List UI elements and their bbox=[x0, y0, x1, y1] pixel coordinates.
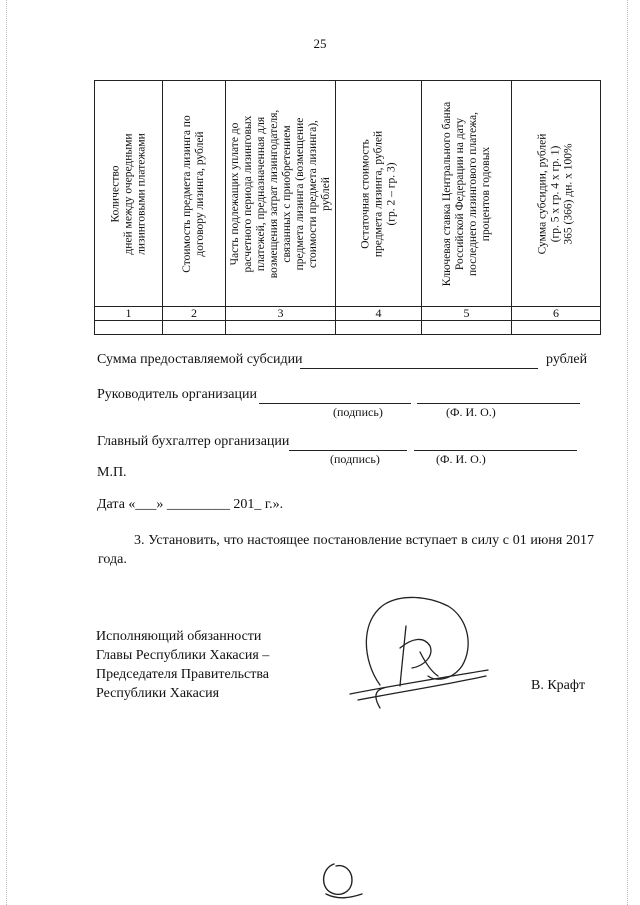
accountant-name-field bbox=[414, 450, 577, 451]
signatory-line: Исполняющий обязанности bbox=[96, 629, 262, 644]
signatory-line: Республики Хакасия bbox=[96, 686, 220, 701]
table-header-cell: Остаточная стоимость предмета лизинга, рублей (гр. 2 – гр. 3) bbox=[336, 81, 422, 307]
date-line: Дата «___» _________ 201_ г.». bbox=[97, 497, 284, 512]
column-number: 6 bbox=[512, 307, 601, 321]
signatory-line: Главы Республики Хакасия – bbox=[96, 648, 270, 663]
table-header-cell: Количество дней между очередными лизинговыми платежами bbox=[95, 81, 163, 307]
scan-edge-left bbox=[6, 0, 7, 905]
table-header-cell: Сумма субсидии, рублей (гр. 5 x гр. 4 x гр. 1) 365 (366) дн. x 100% bbox=[512, 81, 601, 307]
signer-name: В. Крафт bbox=[531, 678, 586, 693]
handwritten-mark bbox=[316, 858, 366, 902]
stamp-label: М.П. bbox=[97, 465, 127, 480]
head-name-field bbox=[417, 403, 580, 404]
accountant-label: Главный бухгалтер организации bbox=[97, 434, 290, 449]
column-number: 5 bbox=[422, 307, 512, 321]
head-name-caption: (Ф. И. О.) bbox=[446, 405, 496, 419]
subsidy-label: Сумма предоставляемой субсидии bbox=[97, 352, 303, 367]
table-cell bbox=[95, 321, 163, 335]
table-header-cell: Ключевая ставка Центрального банка Российской Федерации на дату последнего лизингового платежа, процентов годовых bbox=[422, 81, 512, 307]
head-signature-field bbox=[259, 403, 411, 404]
column-number: 1 bbox=[95, 307, 163, 321]
table-number-row bbox=[95, 307, 601, 321]
subsidy-unit: рублей bbox=[546, 352, 588, 367]
scan-edge-right bbox=[627, 0, 628, 905]
column-number: 2 bbox=[163, 307, 226, 321]
table-cell bbox=[512, 321, 601, 335]
paragraph-3: 3. Установить, что настоящее постановление вступает в силу с 01 июня 2017 года. bbox=[98, 533, 594, 567]
handwritten-signature bbox=[340, 590, 500, 710]
column-number: 4 bbox=[336, 307, 422, 321]
accountant-signature-field bbox=[289, 450, 407, 451]
table-empty-row bbox=[95, 321, 601, 335]
subsidy-amount-field bbox=[300, 368, 538, 369]
signatory-block bbox=[96, 627, 269, 703]
accountant-name-caption: (Ф. И. О.) bbox=[436, 452, 486, 466]
head-label: Руководитель организации bbox=[97, 387, 257, 402]
table-header-cell: Часть подлежащих уплате до расчетного периода лизинговых платежей, предназначенная для возмещения затрат лизингодателя, связанных с приобретением предмета лизинга (возмещение стоимости предмета лизинга), рублей bbox=[226, 81, 336, 307]
column-number: 3 bbox=[226, 307, 336, 321]
head-signature-caption: (подпись) bbox=[333, 405, 383, 419]
signatory-line: Председателя Правительства bbox=[96, 667, 270, 682]
page-number: 25 bbox=[313, 36, 327, 51]
table-cell bbox=[422, 321, 512, 335]
table-header-row bbox=[95, 81, 601, 307]
table-header-cell: Стоимость предмета лизинга по договору лизинга, рублей bbox=[163, 81, 226, 307]
table-cell bbox=[336, 321, 422, 335]
table-cell bbox=[163, 321, 226, 335]
table-cell bbox=[226, 321, 336, 335]
subsidy-table bbox=[94, 80, 601, 335]
accountant-signature-caption: (подпись) bbox=[330, 452, 380, 466]
